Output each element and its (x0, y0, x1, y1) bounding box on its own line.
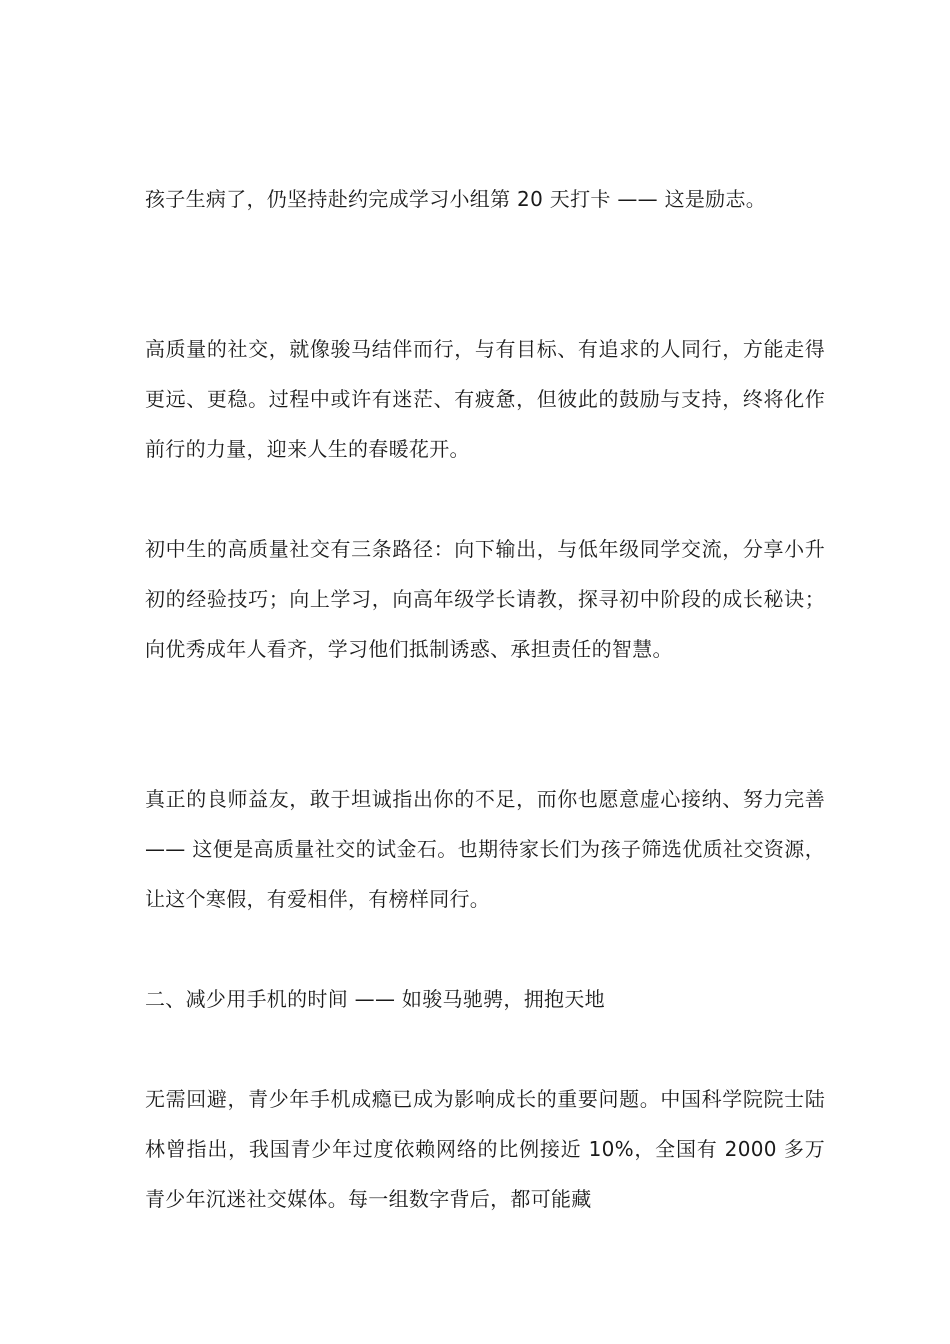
paragraph-phone-addiction: 无需回避，青少年手机成瘾已成为影响成长的重要问题。中国科学院院士陆林曾指出，我国青少年过度依赖网络的比例接近 10%，全国有 2000 多万青少年沉迷社交媒体。每一组数字背后，都可能藏 (145, 1087, 825, 1211)
paragraph-quality-social: 高质量的社交，就像骏马结伴而行，与有目标、有追求的人同行，方能走得更远、更稳。过程中或许有迷茫、有疲惫，但彼此的鼓励与支持，终将化作前行的力量，迎来人生的春暖花开。 (145, 337, 825, 461)
paragraph-true-friends: 真正的良师益友，敢于坦诚指出你的不足，而你也愿意虚心接纳、努力完善 —— 这便是高质量社交的试金石。也期待家长们为孩子筛选优质社交资源，让这个寒假，有爱相伴，有榜样同行。 (145, 787, 825, 911)
paragraph-three-paths: 初中生的高质量社交有三条路径：向下输出，与低年级同学交流，分享小升初的经验技巧；向上学习，向高年级学长请教，探寻初中阶段的成长秘诀；向优秀成年人看齐，学习他们抵制诱惑、承担责任的智慧。 (145, 537, 825, 661)
paragraph-sick-child-checkin: 孩子生病了，仍坚持赴约完成学习小组第 20 天打卡 —— 这是励志。 (145, 187, 767, 211)
section-heading-reduce-phone-time: 二、减少用手机的时间 —— 如骏马驰骋，拥抱天地 (145, 987, 605, 1011)
